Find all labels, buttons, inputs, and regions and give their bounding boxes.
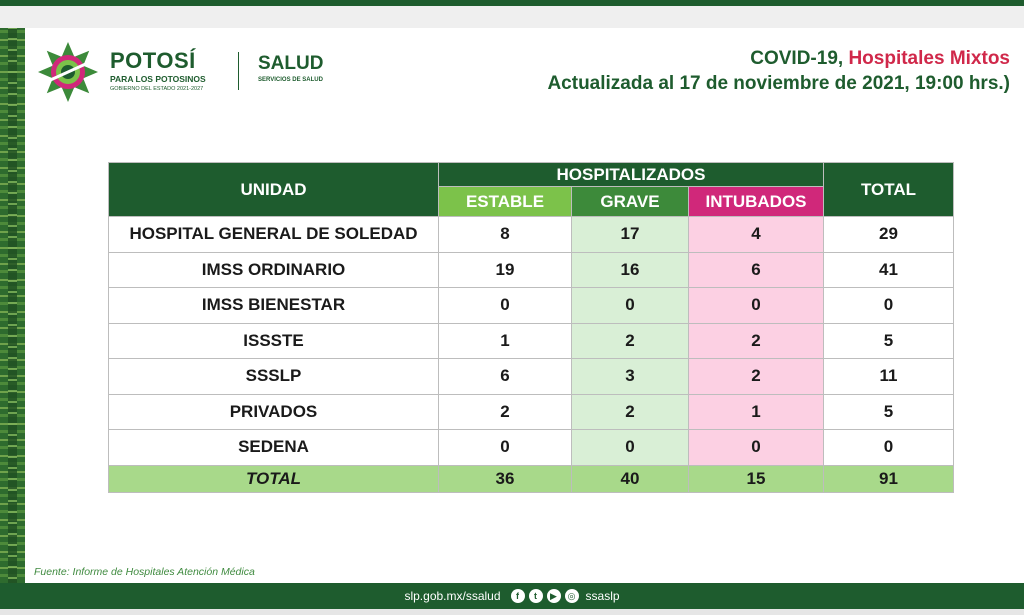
source-note: Fuente: Informe de Hospitales Atención Médica bbox=[34, 566, 255, 578]
brand-subtitle: PARA LOS POTOSINOS bbox=[110, 74, 206, 84]
salud-name: SALUD bbox=[258, 53, 324, 74]
cell-grave: 0 bbox=[572, 288, 689, 324]
totals-label: TOTAL bbox=[109, 465, 439, 492]
salud-subtitle: SERVICIOS DE SALUD bbox=[258, 77, 323, 83]
cell-intubados: 1 bbox=[689, 394, 824, 430]
table-row bbox=[109, 394, 954, 430]
youtube-icon[interactable]: ▶ bbox=[547, 589, 561, 603]
cell-unidad: SSSLP bbox=[109, 359, 439, 395]
brand-government: GOBIERNO DEL ESTADO 2021-2027 bbox=[110, 86, 204, 92]
instagram-icon[interactable]: ◎ bbox=[565, 589, 579, 603]
cell-intubados: 0 bbox=[689, 430, 824, 466]
table-row bbox=[109, 217, 954, 253]
totals-total: 91 bbox=[824, 465, 954, 492]
cell-intubados: 2 bbox=[689, 323, 824, 359]
cell-unidad: IMSS ORDINARIO bbox=[109, 252, 439, 288]
cell-grave: 0 bbox=[572, 430, 689, 466]
brand bbox=[110, 50, 206, 92]
cell-unidad: PRIVADOS bbox=[109, 394, 439, 430]
cell-total: 5 bbox=[824, 394, 954, 430]
title-highlight: Hospitales Mixtos bbox=[848, 48, 1010, 69]
cell-intubados: 2 bbox=[689, 359, 824, 395]
cell-total: 11 bbox=[824, 359, 954, 395]
cell-estable: 2 bbox=[439, 394, 572, 430]
header-hospitalizados: HOSPITALIZADOS bbox=[439, 163, 824, 187]
cell-estable: 0 bbox=[439, 430, 572, 466]
cell-total: 0 bbox=[824, 430, 954, 466]
table-row bbox=[109, 359, 954, 395]
cell-unidad: HOSPITAL GENERAL DE SOLEDAD bbox=[109, 217, 439, 253]
cell-grave: 2 bbox=[572, 394, 689, 430]
totals-estable: 36 bbox=[439, 465, 572, 492]
cell-estable: 1 bbox=[439, 323, 572, 359]
hospital-table bbox=[108, 162, 954, 493]
cell-grave: 3 bbox=[572, 359, 689, 395]
potosi-logo-icon bbox=[36, 40, 100, 104]
cell-estable: 6 bbox=[439, 359, 572, 395]
totals-intubados: 15 bbox=[689, 465, 824, 492]
footer-url[interactable]: slp.gob.mx/ssalud bbox=[404, 589, 501, 603]
title-line-1 bbox=[547, 48, 1010, 70]
cell-total: 29 bbox=[824, 217, 954, 253]
cell-intubados: 6 bbox=[689, 252, 824, 288]
table-row bbox=[109, 430, 954, 466]
cell-total: 5 bbox=[824, 323, 954, 359]
cell-unidad: ISSSTE bbox=[109, 323, 439, 359]
cell-grave: 2 bbox=[572, 323, 689, 359]
cell-unidad: IMSS BIENESTAR bbox=[109, 288, 439, 324]
totals-grave: 40 bbox=[572, 465, 689, 492]
cell-total: 41 bbox=[824, 252, 954, 288]
header-grave: GRAVE bbox=[572, 187, 689, 217]
header-unidad: UNIDAD bbox=[109, 163, 439, 217]
footer-handle[interactable]: ssaslp bbox=[585, 589, 620, 603]
twitter-icon[interactable]: t bbox=[529, 589, 543, 603]
cell-unidad: SEDENA bbox=[109, 430, 439, 466]
decorative-side-border bbox=[0, 28, 25, 583]
cell-intubados: 4 bbox=[689, 217, 824, 253]
cell-estable: 0 bbox=[439, 288, 572, 324]
footer bbox=[0, 583, 1024, 609]
cell-total: 0 bbox=[824, 288, 954, 324]
table-row bbox=[109, 323, 954, 359]
top-bar bbox=[0, 6, 1024, 28]
table-row bbox=[109, 288, 954, 324]
title-prefix: COVID-19, bbox=[750, 48, 844, 69]
cell-intubados: 0 bbox=[689, 288, 824, 324]
bottom-bar bbox=[0, 609, 1024, 615]
table-row bbox=[109, 252, 954, 288]
page-title bbox=[547, 48, 1010, 98]
brand-name: POTOSÍ bbox=[110, 48, 196, 73]
cell-grave: 16 bbox=[572, 252, 689, 288]
salud-brand bbox=[258, 54, 323, 83]
header-intubados: INTUBADOS bbox=[689, 187, 824, 217]
totals-row bbox=[109, 465, 954, 492]
cell-grave: 17 bbox=[572, 217, 689, 253]
facebook-icon[interactable]: f bbox=[511, 589, 525, 603]
brand-divider bbox=[238, 52, 239, 90]
cell-estable: 8 bbox=[439, 217, 572, 253]
header-estable: ESTABLE bbox=[439, 187, 572, 217]
title-line-2: Actualizada al 17 de noviembre de 2021, 19:00 hrs.) bbox=[547, 73, 1010, 94]
header-total: TOTAL bbox=[824, 163, 954, 217]
cell-estable: 19 bbox=[439, 252, 572, 288]
